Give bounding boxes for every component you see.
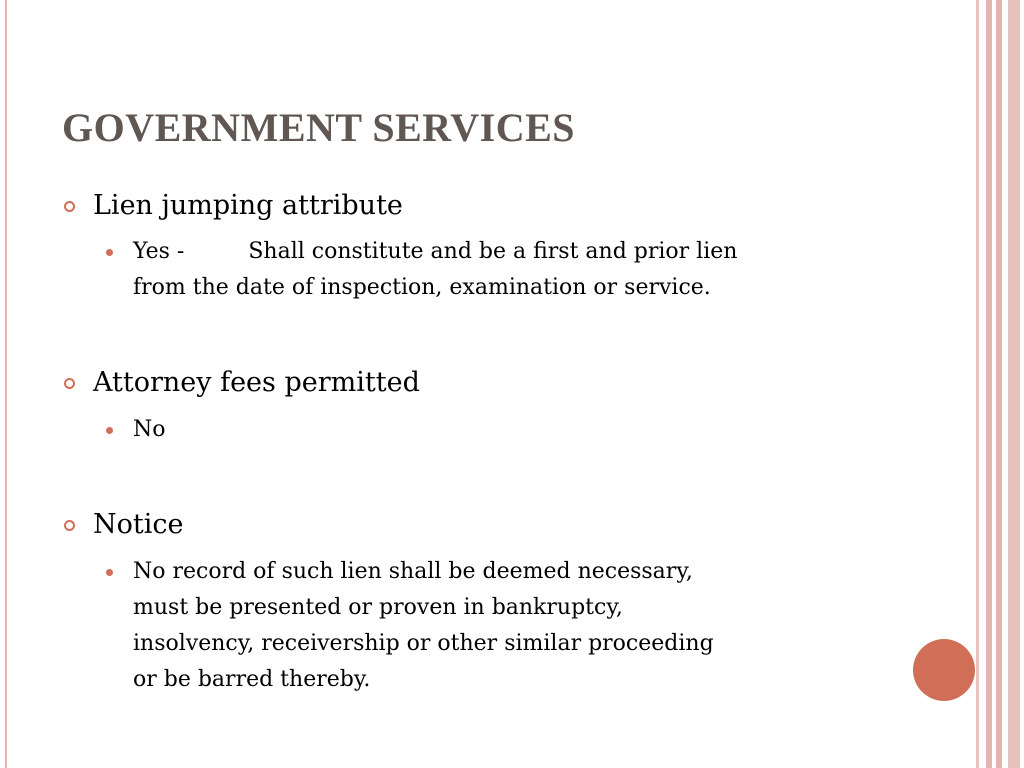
detail-line: must be presented or proven in bankruptcy, [133, 595, 623, 620]
sub-bullet-text [133, 234, 893, 306]
accent-circle [913, 639, 975, 701]
decorative-stripe [996, 0, 1002, 768]
detail-line: or be barred thereby. [133, 667, 371, 692]
dot-bullet-icon [106, 427, 113, 434]
decorative-stripe [976, 0, 979, 768]
detail-line: No record of such lien shall be deemed necessary, [133, 559, 693, 584]
detail-line: insolvency, receivership or other similar proceeding [133, 631, 714, 656]
dot-bullet-icon [106, 569, 113, 576]
sub-bullet-text [133, 554, 893, 698]
decorative-stripe [1008, 0, 1020, 768]
sub-bullet-text [133, 412, 893, 448]
decorative-stripe [986, 0, 992, 768]
ring-bullet-icon [64, 378, 75, 389]
ring-bullet-icon [64, 201, 75, 212]
dot-bullet-icon [106, 249, 113, 256]
bullet-heading: Notice [93, 509, 184, 540]
ring-bullet-icon [64, 520, 75, 531]
left-border-rule [5, 0, 7, 768]
slide-title: GOVERNMENT SERVICES [62, 105, 576, 150]
detail-line: No [133, 417, 166, 442]
sub-bullet-line [133, 234, 893, 270]
bullet-heading: Lien jumping attribute [93, 190, 403, 221]
detail-line: from the date of inspection, examination or service. [133, 275, 711, 300]
bullet-heading: Attorney fees permitted [93, 367, 420, 398]
detail-line: Shall constitute and be a first and prior lien [248, 239, 738, 264]
detail-prefix: Yes - [133, 239, 185, 264]
